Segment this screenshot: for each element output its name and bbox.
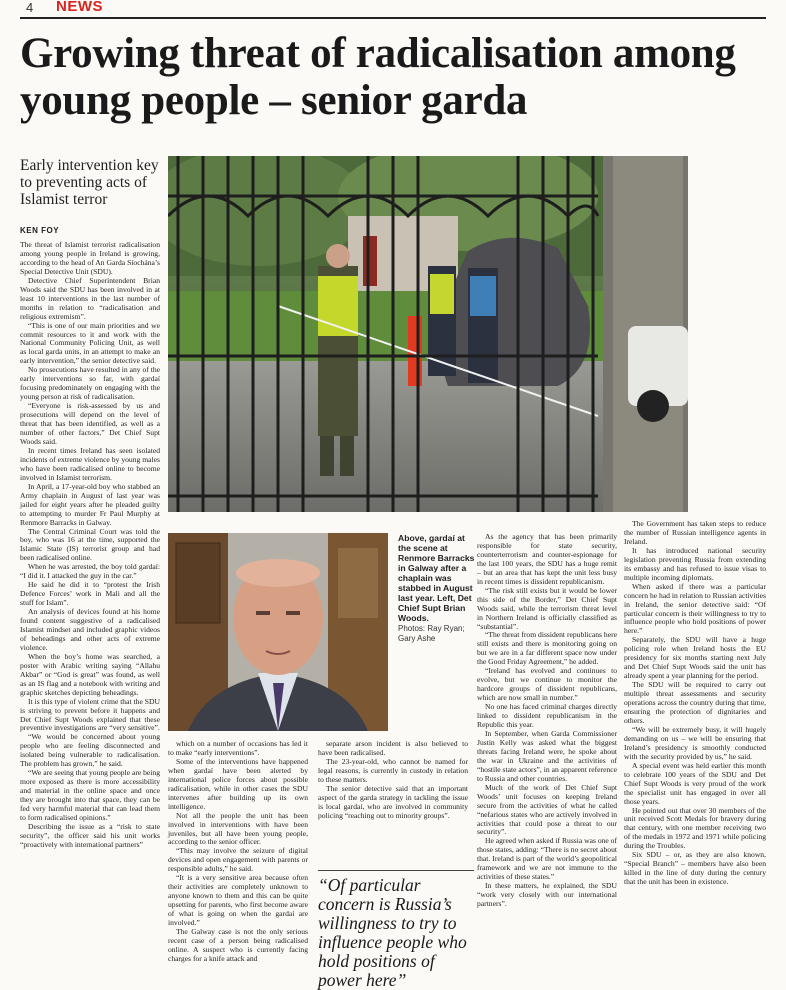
article-paragraph: Describing the issue as a “risk to state security”, the officer said his unit works “proactively with international partners” [20,821,160,849]
standfirst: Early intervention key to preventing acts of Islamist terror [20,157,159,208]
article-column-2 [168,740,308,964]
page-number: 4 [26,0,34,15]
article-paragraph: The Galway case is not the only serious recent case of a person being radicalised online. A suspect who is currently facing charges for a knife attack and [168,927,308,963]
article-column-4 [477,533,617,909]
article-paragraph: separate arson incident is also believed to have been radicalised. [318,739,468,757]
article-paragraph: In September, when Garda Commissioner Justin Kelly was asked what the biggest threats facing Ireland were, he spoke about the war in Ukraine and the activities of “hostile state actors”, in an apparent reference to Russia and other countries. [477,728,617,783]
article-paragraph: “It is a very sensitive area because often their activities are completely unknown to anyone known to them and this can be quite upsetting for parents, who first become aware of what is going on when the gardaí are involved.” [168,873,308,928]
pull-quote: “Of particular concern is Russia’s willingness to try to influence people who hold positions of power here” [318,875,467,990]
article-paragraph: When asked if there was a particular concern he had in relation to Russian activities in Ireland, the senior detective said: “Of particular concern is their willingness to try to influence people who hold positions of power here.” [624,581,766,636]
article-paragraph: “We are seeing that young people are being more exposed as there is more accessibility and material in the online space and once they are brought into that space, they can be fed very harmful material that can lead them to form radicalised opinions.” [20,768,161,822]
article-paragraph: “Everyone is risk-assessed by us and prosecutions will depend on the level of threat that has been identified, as well as a number of other factors,” Det Chief Supt Woods said. [20,401,160,446]
article-paragraph: The Government has taken steps to reduce the number of Russian intelligence agents in Ireland. [624,519,766,546]
article-paragraph: The 23-year-old, who cannot be named for legal reasons, is currently in custody in relation to these matters. [318,756,468,784]
article-paragraph: which on a number of occasions has led it to make “early interventions”. [168,739,308,757]
article-paragraph: Separately, the SDU will have a huge policing role when Ireland hosts the EU presidency for six months starting next July and Det Chief Supt Woods said the unit has already spent a year planning for the period. [624,635,766,681]
article-paragraph: The threat of Islamist terrorist radicalisation among young people in Ireland is growing, according to the head of An Garda Síochána’s Special Detective Unit (SDU). [20,240,160,276]
portrait-photo [168,533,388,731]
article-paragraph: No prosecutions have resulted in any of the early interventions so far, with gardaí focusing predominately on engaging with the young person at risk of radicalisation. [20,365,160,402]
portrait-image [168,533,388,731]
article-paragraph: “We will be extremely busy, it will hugely demanding on us – we will be ensuring that Ireland’s presidency is smoothly conducted with the security provided by us,” he said. [624,724,766,761]
article-paragraph: In recent times Ireland has seen isolated incidents of extreme violence by young males who have been radicalised online to become involved in Islamist terrorism. [20,445,160,482]
article-paragraph: “This may involve the seizure of digital devices and open engagement with parents or responsible adults,” he said. [168,846,308,874]
pull-quote-rule [318,870,474,871]
article-paragraph: He pointed out that over 30 members of the unit received Scott Medals for bravery during that century, with one member receiving two of the medals in 1972 and 1971 while policing during the Troubles. [624,805,766,851]
article-paragraph: When he was arrested, the boy told gardaí: “I did it. I attacked the guy in the car.” [20,562,160,581]
article-column-3 [318,740,468,821]
photo-caption [398,533,478,644]
headline: Growing threat of radicalisation among young people – senior garda [20,30,736,124]
article-paragraph: Much of the work of Det Chief Supt Woods’ unit focuses on keeping Ireland secure from the activities of what he called “nefarious states who are actively involved in activities that could pose a threat to our security”. [477,782,617,837]
masthead-rule [20,17,766,19]
byline: KEN FOY [20,226,60,235]
caption-text: Above, gardaí at the scene at Renmore Barracks in Galway after a chaplain was stabbed in August last year. Left, Det Chief Supt Brian Woods. [398,533,475,623]
article-column-5 [624,520,766,887]
article-paragraph: No one has faced criminal charges directly linked to dissident republicanism in the Republic this year. [477,702,617,730]
article-paragraph: In April, a 17-year-old boy who stabbed an Army chaplain in August of last year was jailed for eight years after he pleaded guilty to attempting to murder Fr Paul Murphy at Renmore Barracks in Galway. [20,481,160,527]
article-paragraph: It has introduced national security legislation preventing Russia from extending its embassy and has refused to issue visas to multiple incoming diplomats. [624,545,766,582]
article-paragraph: Detective Chief Superintendent Brian Woods said the SDU has been involved in at least 10 interventions in the last number of months in relation to “radicalisation and religious extremism”. [20,275,160,321]
article-paragraph: Six SDU – or, as they are also known, “Special Branch” – members have also been killed in the line of duty during the century that the unit has been in existence. [624,850,766,887]
article-paragraph: It is this type of violent crime that the SDU is striving to prevent before it happens and Det Chief Supt Woods explained that these preventive investigations are “very sensitive”. [20,696,160,733]
section-label: NEWS [56,0,103,15]
article-paragraph: When the boy’s home was searched, a poster with Arabic writing saying “Allahu Akbar” or “God is great” was found, as well as an IS flag and a notebook with writing and graphic sketches depicting beheadings. [20,651,160,697]
main-photo [168,156,688,512]
article-column-1 [20,241,160,850]
article-paragraph: He said he did it to “protest the Irish Defence Forces’ work in Mali and all the stuff for Islam”. [20,580,160,608]
article-paragraph: “Ireland has evolved and continues to evolve, but we continue to monitor the hardcore groups of dissident republicans, which are now small in number.” [477,666,617,703]
article-paragraph: In these matters, he explained, the SDU “work very closely with our international partners”. [477,881,617,909]
article-paragraph: The SDU will be required to carry out multiple threat assessments and security operations across the country during that time, ensuring the protection of dignitaries and others. [624,680,766,725]
article-paragraph: He agreed when asked if Russia was one of those states, adding: “There is no secret about that. Ireland is part of the world’s geopolitical framework and we are not immune to the activities of these states.” [477,836,618,882]
article-paragraph: The Central Criminal Court was told the boy, who was 16 at the time, supported the Islamic State (IS) terrorist group and had been radicalised online. [20,526,160,563]
barracks-scene-image [168,156,688,512]
article-paragraph: A special event was held earlier this month to celebrate 100 years of the SDU and Det Chief Supt Woods is very proud of the work the specialist unit has engaged in over all those years. [624,760,766,806]
article-paragraph: The senior detective said that an important aspect of the garda strategy in tackling the issue is local gardaí, who are involved in community policing “reaching out to minority groups”. [318,783,468,820]
photo-credit: Photos: Ray Ryan; Gary Ashe [398,624,465,643]
article-paragraph: “This is one of our main priorities and we commit resources to it and work with the National Community Policing Unit, as well as local garda units, in an attempt to make an early intervention,” the senior detective said. [20,320,160,366]
article-paragraph: “The risk still exists but it would be lower this side of the Border,” Det Chief Supt Woods said, while the terrorism threat level in Northern Ireland is officially classified as “substantial”. [477,585,617,631]
article-paragraph: “The threat from dissident republicans here still exists and there is monitoring going on but we are in a far different space now under the Good Friday Agreement,” he added. [477,630,617,667]
article-paragraph: “We would be concerned about young people who are feeling disconnected and isolated being vulnerable to radicalisation. The problem has grown,” he said. [20,732,160,769]
article-paragraph: Some of the interventions have happened when gardaí have been alerted by international police forces about possible radicalisation, while in other cases the SDU intervenes after building up its own intelligence. [168,756,308,811]
article-paragraph: Not all the people the unit has been involved in interventions with have been juveniles, but all have been young people, according to the senior officer. [168,810,308,847]
article-paragraph: As the agency that has been primarily responsible for state security, counterterrorism and counter-espionage for the last 100 years, the SDU has a huge remit – but an area that has kept the unit less busy in recent times is dissident republicanism. [477,532,617,586]
article-paragraph: An analysis of devices found at his home found content suggestive of a radicalised Islamist mindset and included graphic videos of beheadings and other acts of extreme violence. [20,607,160,652]
